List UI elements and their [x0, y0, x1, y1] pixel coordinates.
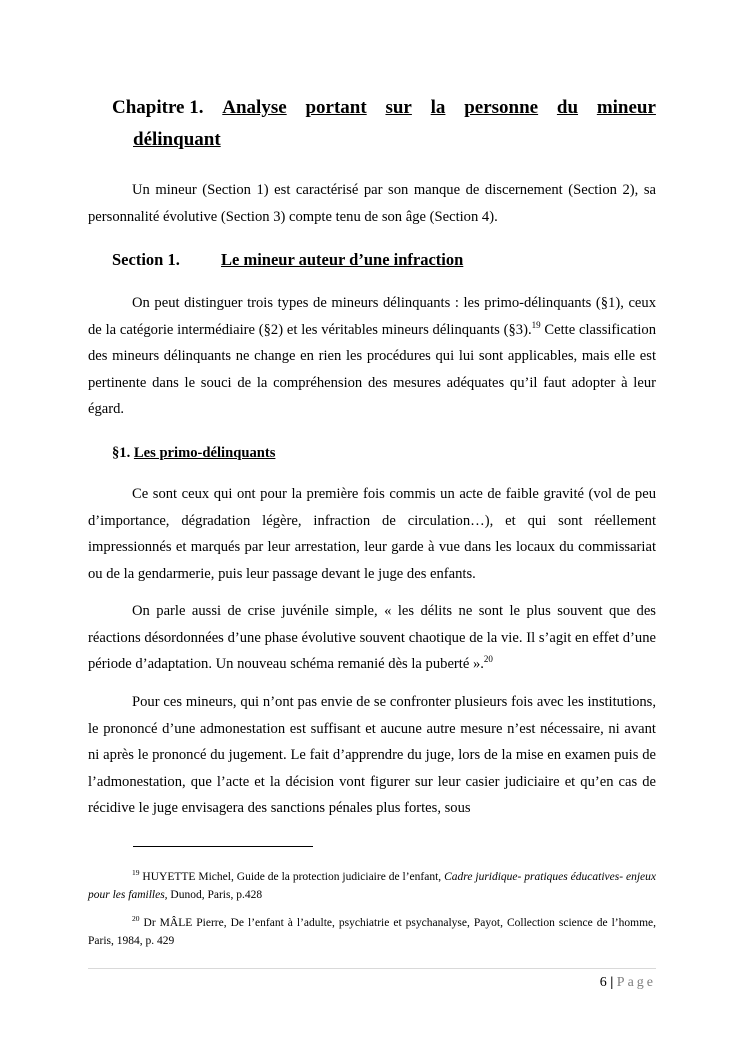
body-paragraph-3: [88, 689, 656, 822]
footer-divider: [88, 968, 656, 969]
paragraph-text: On parle aussi de crise juvénile simple, « les délits ne sont le plus souvent que des réactions désordonnées d’une phase évolutive souvent chaotique de la vie. Il s’agit en effet d’une période d’adaptation. Un nouveau schéma remanié dès la puberté ».: [88, 603, 656, 672]
footnote-text: HUYETTE Michel, Guide de la protection judiciaire de l’enfant,: [139, 871, 445, 883]
footnote-ref-20[interactable]: 20: [483, 654, 493, 665]
footnote-text: Dr MÂLE Pierre, De l’enfant à l’adulte, psychiatrie et psychanalyse, Payot, Collection science de l’homme, Paris, 1984, p. 429: [88, 917, 656, 947]
footnote-20: [88, 914, 656, 950]
subsection-heading: [112, 442, 275, 464]
chapter-number: Chapitre 1.: [112, 97, 204, 118]
chapter-title-word: la: [430, 97, 446, 118]
section-paragraph-text: On peut distinguer trois types de mineurs délinquants : les primo-délinquants (§1), ceux de la catégorie intermédiaire (§2) et les véritables mineurs délinquants (§3).: [88, 295, 656, 338]
body-paragraph-2: [88, 598, 656, 678]
subsection-number: §1.: [112, 445, 131, 461]
section-heading: [112, 248, 463, 272]
chapter-heading: [112, 92, 656, 156]
paragraph-text: Pour ces mineurs, qui n’ont pas envie de se confronter plusieurs fois avec les institutions, le prononcé d’une admonestation est suffisant et aucune autre mesure n’est nécessaire, ni avant ni après le prononcé du jugement. Le fait d’apprendre du juge, lors de la mise en examen puis de l’admonestation, que l’acte et la décision vont figurer sur leur casier judiciaire et qu’en cas de récidive le juge envisagera des sanctions pénales plus fortes, sous: [88, 694, 656, 816]
footnote-text-end: Dunod, Paris, p.428: [167, 889, 263, 901]
footnote-italic-text: Cadre juridique- pratiques éducatives- enjeux pour les familles,: [88, 871, 656, 901]
chapter-heading-line-2: [112, 124, 656, 156]
chapter-title-word: portant: [305, 97, 367, 118]
chapter-title-word: du: [556, 97, 579, 118]
chapter-title-word: mineur: [596, 97, 656, 118]
chapter-title-word: sur: [385, 97, 412, 118]
intro-text: Un mineur (Section 1) est caractérisé par son manque de discernement (Section 2), sa personnalité évolutive (Section 3) compte tenu de son âge (Section 4).: [88, 182, 656, 225]
chapter-title-word: Analyse: [222, 97, 287, 118]
body-paragraph-1: [88, 481, 656, 587]
footnote-number: 19: [132, 868, 140, 878]
subsection-title: Les primo-délinquants: [133, 445, 276, 461]
footnote-ref-19[interactable]: 19: [531, 319, 541, 330]
section-number: Section 1.: [112, 250, 180, 269]
paragraph-text: Ce sont ceux qui ont pour la première fois commis un acte de faible gravité (vol de peu d’importance, dégradation légère, infraction de circulation…), et qui sont réellement impressionnés et marqués par leur arrestation, leur garde à vue dans les locaux du commissariat ou de la gendarmerie, puis leur passage devant le juge des enfants.: [88, 486, 656, 582]
chapter-title-word: personne: [464, 97, 539, 118]
section-paragraph: [88, 290, 656, 423]
footnote-separator: [133, 846, 313, 847]
chapter-heading-line-1: [112, 92, 656, 124]
page-label: Page: [616, 975, 656, 990]
footnote-number: 20: [132, 914, 140, 924]
page-separator: |: [610, 975, 614, 990]
intro-paragraph: [88, 177, 656, 230]
section-title: Le mineur auteur d’une infraction: [221, 250, 464, 269]
footnote-19: [88, 868, 656, 904]
section-paragraph-text-end: Cette classification des mineurs délinquants ne change en rien les procédures qui lui sont applicables, mais elle est pertinente dans le souci de la compréhension des mesures adéquates qu’il faut adopter à leur égard.: [88, 321, 656, 417]
chapter-title-end: délinquant: [133, 129, 221, 150]
page-footer: [600, 973, 656, 993]
page-number: 6: [599, 975, 607, 990]
